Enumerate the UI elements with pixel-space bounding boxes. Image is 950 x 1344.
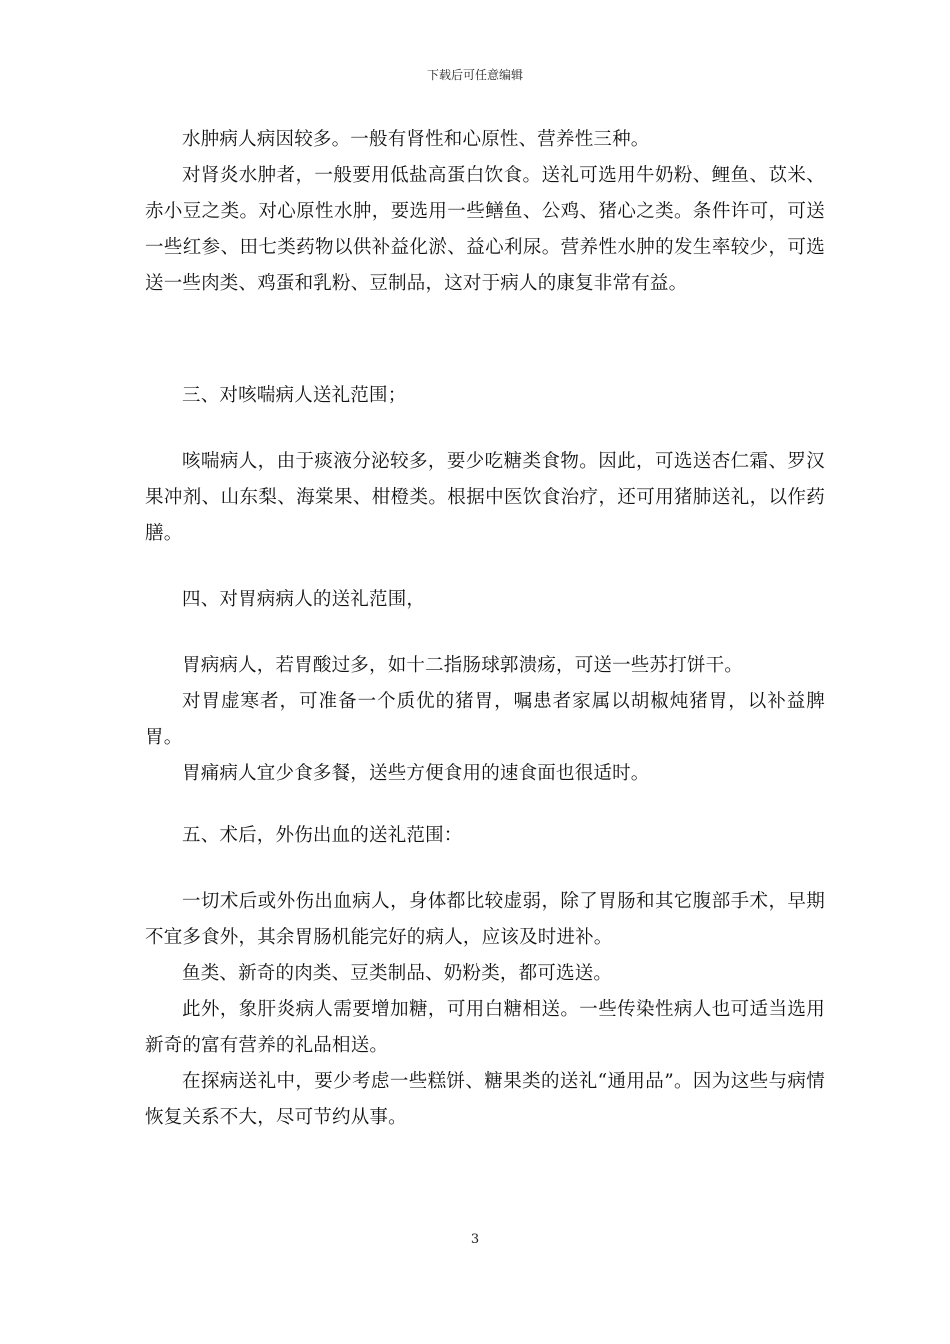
spacer (145, 854, 825, 884)
spacer (145, 552, 825, 582)
paragraph-edema-gifts: 对肾炎水肿者，一般要用低盐高蛋白饮食。送礼可选用牛奶粉、鲤鱼、苡米、赤小豆之类。对心原性水肿，要选用一些鳝鱼、公鸡、猪心之类。条件许可，可送一些红参、田七类药物以供补益化淤、益心利尿。营养性水肿的发生率较少，可选送一些肉类、鸡蛋和乳粉、豆制品，这对于病人的康复非常有益。 (145, 165, 825, 294)
page-number: 3 (470, 1232, 480, 1247)
spacer (145, 618, 825, 648)
paragraph-cough-gifts: 咳喘病人，由于痰液分泌较多，要少吃糖类食物。因此，可选送杏仁霜、罗汉果冲剂、山东梨、海棠果、柑橙类。根据中医饮食治疗，还可用猪肺送礼，以作药膳。 (145, 451, 825, 544)
spacer (145, 792, 825, 818)
spacer (145, 302, 825, 378)
paragraph-stomach-acid: 胃病病人，若胃酸过多，如十二指肠球郭溃疡，可送一些苏打饼干。 (182, 655, 744, 676)
section-heading-cough: 三、对咳喘病人送礼范围； (182, 385, 407, 406)
document-body (145, 122, 825, 1136)
page-header-note: 下载后可任意编辑 (426, 68, 523, 82)
paragraph-surgery-foods: 鱼类、新奇的肉类、豆类制品、奶粉类，都可选送。 (182, 963, 613, 984)
paragraph-hepatitis: 此外，象肝炎病人需要增加糖，可用白糖相送。一些传染性病人也可适当选用新奇的富有营养的礼品相送。 (145, 999, 825, 1056)
section-heading-stomach: 四、对胃病病人的送礼范围， (182, 589, 426, 610)
paragraph-general-gifts: 在探病送礼中，要少考虑一些糕饼、糖果类的送礼“通用品”。因为这些与病情恢复关系不大，尽可节约从事。 (145, 1071, 825, 1128)
paragraph-stomach-cold: 对胃虚寒者，可准备一个质优的猪胃，嘱患者家属以胡椒炖猪胃，以补益脾胃。 (145, 691, 825, 748)
spacer (145, 414, 825, 444)
paragraph-stomach-pain: 胃痛病人宜少食多餐，送些方便食用的速食面也很适时。 (182, 763, 650, 784)
paragraph-edema-intro: 水肿病人病因较多。一般有肾性和心原性、营养性三种。 (182, 129, 650, 150)
paragraph-surgery-recovery: 一切术后或外伤出血病人，身体都比较虚弱，除了胃肠和其它腹部手术，早期不宜多食外，其余胃肠机能完好的病人，应该及时进补。 (145, 891, 825, 948)
section-heading-surgery: 五、术后，外伤出血的送礼范围： (182, 825, 463, 846)
